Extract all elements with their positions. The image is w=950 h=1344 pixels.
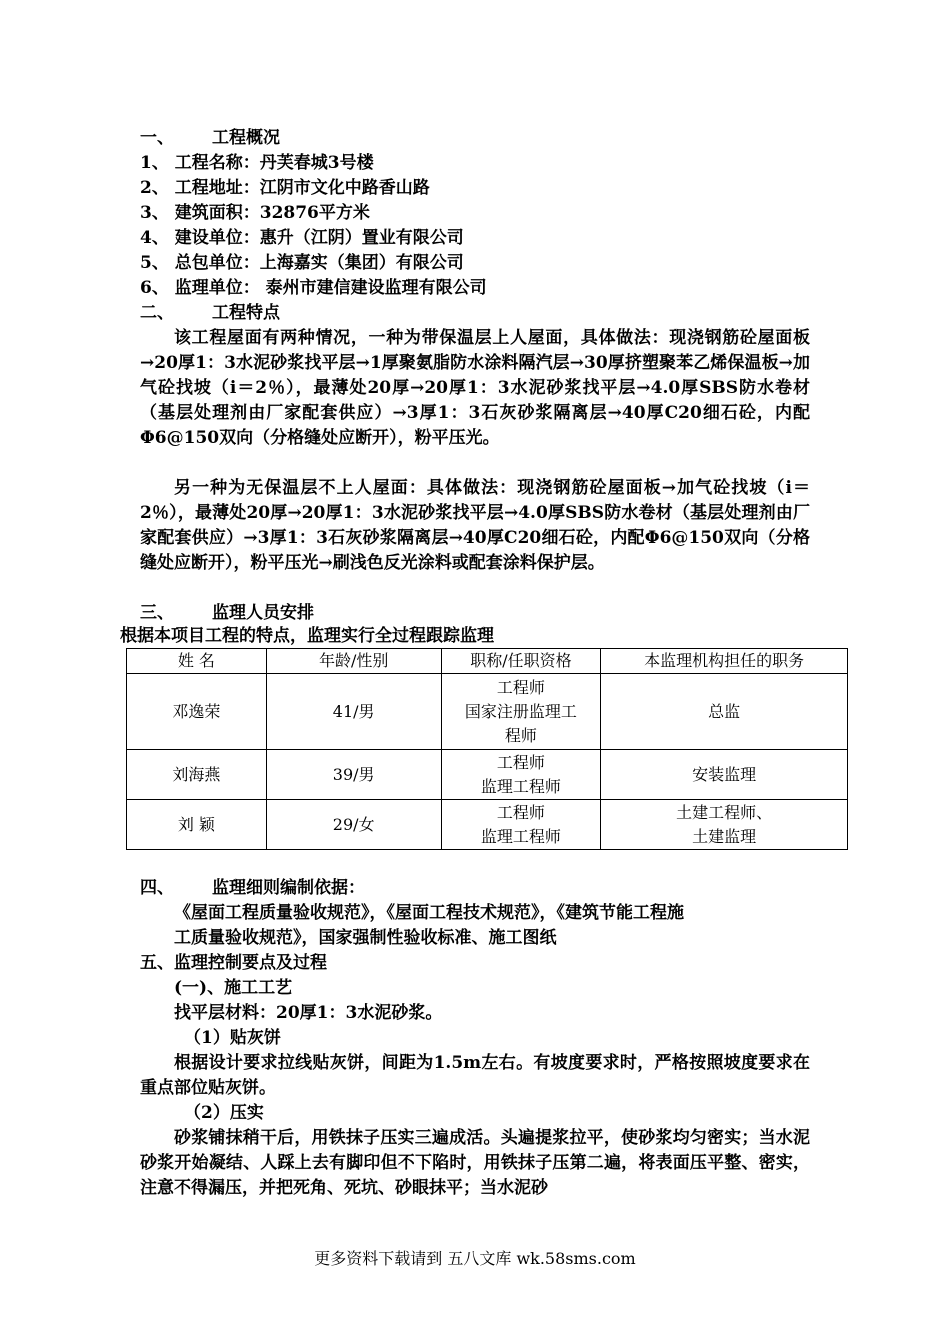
basis-line-2: 工质量验收规范》，国家强制性验收标准、施工图纸 <box>174 928 557 948</box>
table-row <box>127 750 848 800</box>
staff-name: 刘 颖 <box>127 800 267 850</box>
step-1-heading: （1）贴灰饼 <box>184 1028 281 1048</box>
step-2-text: 砂浆铺抹稍干后，用铁抹子压实三遍成活。头遍提浆拉平，使砂浆均匀密实；当水泥砂浆开始凝结、人踩上去有脚印但不下陷时，用铁抹子压第二遍，将表面压平整、密实，注意不得漏压，并把死角、死坑、砂眼抹平；当水泥砂 <box>140 1128 810 1198</box>
step-1-text: 根据设计要求拉线贴灰饼，间距为1.5m左右。有坡度要求时，严格按照坡度要求在重点部位贴灰饼。 <box>140 1053 810 1098</box>
overview-contractor: 5、 总包单位：上海嘉实（集团）有限公司 <box>140 253 464 273</box>
staff-role: 土建工程师、 土建监理 <box>601 800 848 850</box>
section-3-intro: 根据本项目工程的特点，监理实行全过程跟踪监理 <box>120 626 494 646</box>
staff-title: 工程师 国家注册监理工 程师 <box>441 674 601 750</box>
col-header-name: 姓 名 <box>127 649 267 674</box>
table-header-row <box>127 649 848 674</box>
basis-line-1: 《屋面工程质量验收规范》，《屋面工程技术规范》，《建筑节能工程施 <box>174 903 684 923</box>
staff-role: 安装监理 <box>601 750 848 800</box>
staff-role: 总监 <box>601 674 848 750</box>
staff-table <box>126 648 848 850</box>
col-header-role: 本监理机构担任的职务 <box>601 649 848 674</box>
staff-age: 39/男 <box>266 750 441 800</box>
staff-title: 工程师 监理工程师 <box>441 800 601 850</box>
staff-title: 工程师 监理工程师 <box>441 750 601 800</box>
watermark-footer: 更多资料下载请到 五八文库 wk.58sms.com <box>314 1249 636 1268</box>
overview-area: 3、 建筑面积：32876平方米 <box>140 203 370 223</box>
overview-name: 1、 工程名称：丹芙春城3号楼 <box>140 153 374 173</box>
section-5-heading: 五、监理控制要点及过程 <box>140 953 327 973</box>
section-1-heading: 一、 工程概况 <box>140 128 280 148</box>
roof-type-1-paragraph: 该工程屋面有两种情况，一种为带保温层上人屋面，具体做法：现浇钢筋砼屋面板→20厚1：3水泥砂浆找平层→1厚聚氨脂防水涂料隔汽层→30厚挤塑聚苯乙烯保温板→加气砼找坡（i＝2％），最薄处20厚→20厚1：3水泥砂浆找平层→4.0厚SBS防水卷材（基层处理剂由厂家配套供应）→3厚1：3石灰砂浆隔离层→40厚C20细石砼，内配Φ6@150双向（分格缝处应断开），粉平压光。 <box>140 328 810 448</box>
staff-age: 29/女 <box>266 800 441 850</box>
col-header-age: 年龄/性别 <box>266 649 441 674</box>
section-3-heading: 三、 监理人员安排 <box>140 603 314 623</box>
section-2-heading: 二、 工程特点 <box>140 303 280 323</box>
staff-name: 刘海燕 <box>127 750 267 800</box>
subsection-heading: (一)、施工工艺 <box>174 978 293 998</box>
table-row <box>127 674 848 750</box>
overview-address: 2、 工程地址：江阴市文化中路香山路 <box>140 178 430 198</box>
roof-type-2-paragraph: 另一种为无保温层不上人屋面：具体做法：现浇钢筋砼屋面板→加气砼找坡（i＝2％），最薄处20厚→20厚1：3水泥砂浆找平层→4.0厚SBS防水卷材（基层处理剂由厂家配套供应）→3厚1：3石灰砂浆隔离层→40厚C20细石砼，内配Φ6@150双向（分格缝处应断开），粉平压光→刷浅色反光涂料或配套涂料保护层。 <box>140 478 810 573</box>
section-4-heading: 四、 监理细则编制依据： <box>140 878 365 898</box>
leveling-material: 找平层材料：20厚1：3水泥砂浆。 <box>174 1003 443 1023</box>
overview-developer: 4、 建设单位：惠升（江阴）置业有限公司 <box>140 228 464 248</box>
step-2-heading: （2）压实 <box>184 1103 264 1123</box>
table-row <box>127 800 848 850</box>
staff-name: 邓逸荣 <box>127 674 267 750</box>
overview-supervisor: 6、 监理单位： 泰州市建信建设监理有限公司 <box>140 278 487 298</box>
col-header-title: 职称/任职资格 <box>441 649 601 674</box>
staff-age: 41/男 <box>266 674 441 750</box>
